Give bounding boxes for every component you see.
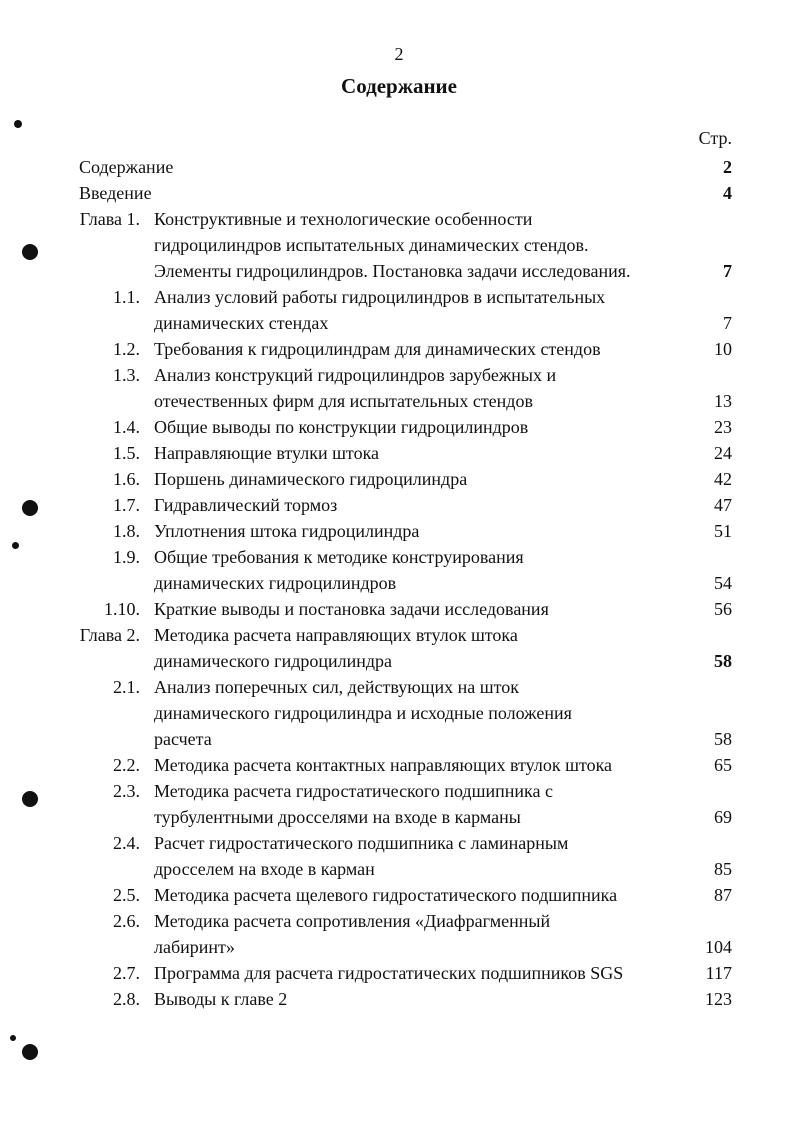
toc-entry-page: 7 [723,261,732,281]
toc-entry-page: 87 [714,885,732,905]
punch-hole-dot [22,1044,38,1060]
punch-hole-dot [22,791,38,807]
page-number: 2 [394,44,404,64]
toc-entry-title-line: Расчет гидростатического подшипника с ламинарным [154,833,569,853]
toc-entry-title-line: Программа для расчета гидростатических подшипников SGS [154,963,624,983]
toc-entry-page: 58 [714,729,732,749]
toc-entry-page: 13 [714,391,732,411]
toc-entry-title-line: Анализ поперечных сил, действующих на шток [154,677,520,697]
toc-entry-page: 58 [714,651,732,671]
toc-entry-page: 65 [714,755,732,775]
toc-entry-number: 1.5. [113,443,140,463]
toc-entry-title-line: Методика расчета направляющих втулок штока [154,625,518,645]
page-column-header: Стр. [698,128,732,148]
toc-entry-number: 2.3. [113,781,140,801]
toc-entry-number: 1.7. [113,495,140,515]
toc-entry-page: 2 [723,157,732,177]
toc-entry-title-line: Анализ условий работы гидроцилиндров в испытательных [154,287,606,307]
toc-entry-number: 1.3. [113,365,140,385]
toc-entry-title-line: лабиринт» [154,937,235,957]
toc-entry-title-line: Введение [79,183,152,203]
toc-entry-title-line: Анализ конструкций гидроцилиндров зарубежных и [154,365,557,385]
toc-entry-number: 2.4. [113,833,140,853]
toc-entry-number: 1.9. [113,547,140,567]
toc-entry-page: 42 [714,469,732,489]
toc-entry-number: 1.4. [113,417,140,437]
toc-entry-title-line: Методика расчета гидростатического подшипника с [154,781,553,801]
toc-entry-number: 2.7. [113,963,140,983]
toc-entry-number: 1.1. [113,287,140,307]
toc-entry-title-line: дросселем на входе в карман [154,859,375,879]
toc-entry-page: 7 [723,313,732,333]
toc-entry-page: 123 [705,989,732,1009]
toc-entry-title-line: Краткие выводы и постановка задачи исследования [154,599,549,619]
toc-entry-title-line: Поршень динамического гидроцилиндра [154,469,468,489]
toc-entry-title-line: динамического гидроцилиндра [154,651,393,671]
toc-entry-title-line: Гидравлический тормоз [154,495,338,515]
toc-entry-title-line: Выводы к главе 2 [154,989,288,1009]
toc-entry-page: 56 [714,599,732,619]
toc-entry-page: 47 [714,495,732,515]
toc-entry-number: 2.6. [113,911,140,931]
toc-entry-title-line: Методика расчета щелевого гидростатического подшипника [154,885,618,905]
toc-entry-page: 69 [714,807,732,827]
toc-entry-number: Глава 1. [79,209,140,229]
page-title: Содержание [341,74,457,98]
toc-entry-number: 1.2. [113,339,140,359]
toc-entry-number: 2.2. [113,755,140,775]
toc-entry-title-line: Содержание [79,157,174,177]
toc-entry-number: 2.1. [113,677,140,697]
toc-entry-number: 2.8. [113,989,140,1009]
toc-entry-page: 85 [714,859,732,879]
toc-entry-page: 24 [714,443,732,463]
toc-entry-title-line: гидроцилиндров испытательных динамических стендов. [154,235,589,255]
toc-entry-title-line: Конструктивные и технологические особенности [154,209,533,229]
toc-entry-page: 4 [723,183,732,203]
punch-hole-dot [10,1035,16,1041]
toc-entry-page: 104 [705,937,732,957]
toc-entry-number: 1.8. [113,521,140,541]
toc-entry-number: 2.5. [113,885,140,905]
toc-entry-title-line: турбулентными дросселями на входе в карманы [154,807,521,827]
toc-entry-page: 117 [705,963,732,983]
toc-entry-title-line: динамических стендах [154,313,329,333]
toc-entry-page: 23 [714,417,732,437]
toc-entry-title-line: Общие выводы по конструкции гидроцилиндров [154,417,529,437]
toc-entry-title-line: Уплотнения штока гидроцилиндра [154,521,420,541]
toc-entry-title-line: Методика расчета контактных направляющих втулок штока [154,755,613,775]
toc-entry-title-line: расчета [154,729,212,749]
toc-entry-title-line: Направляющие втулки штока [154,443,380,463]
toc-entry-title-line: Общие требования к методике конструирования [154,547,524,567]
toc-entry-title-line: динамического гидроцилиндра и исходные положения [154,703,572,723]
toc-entry-title-line: Требования к гидроцилиндрам для динамических стендов [154,339,601,359]
toc-entry-number: 1.6. [113,469,140,489]
toc-entry-title-line: отечественных фирм для испытательных стендов [154,391,533,411]
toc-entry-title-line: Элементы гидроцилиндров. Постановка задачи исследования. [154,261,631,281]
toc-entry-page: 10 [714,339,732,359]
punch-hole-dot [14,120,22,128]
toc-entry-number: 1.10. [104,599,140,619]
toc-entry-number: Глава 2. [79,625,140,645]
toc-entry-page: 51 [714,521,732,541]
toc-entry-page: 54 [714,573,732,593]
toc-entry-title-line: динамических гидроцилиндров [154,573,397,593]
toc-entry-title-line: Методика расчета сопротивления «Диафрагменный [154,911,551,931]
punch-hole-dot [22,244,38,260]
punch-hole-dot [12,542,19,549]
punch-hole-dot [22,500,38,516]
